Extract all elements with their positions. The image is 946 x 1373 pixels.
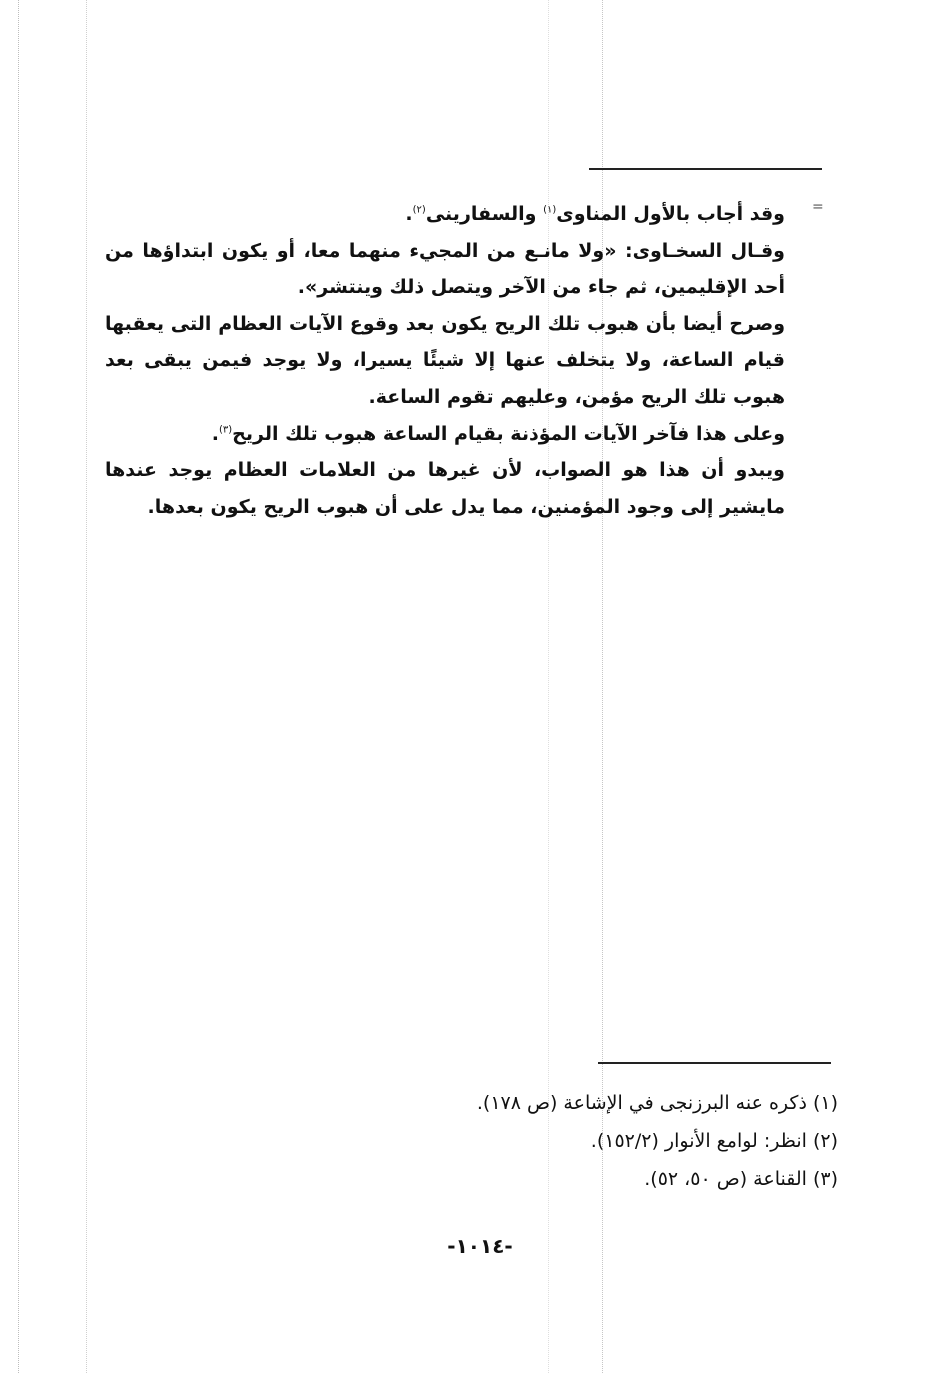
footnote-2: (٢) انظر: لوامع الأنوار (١٥٢/٢). <box>590 1130 838 1152</box>
paragraph-4 <box>105 416 785 453</box>
footnote-3: (٣) القناعة (ص ٥٠، ٥٢). <box>644 1168 838 1190</box>
scan-artifact-line <box>86 0 87 1373</box>
paragraph-5: ويبدو أن هذا هو الصواب، لأن غيرها من العلامات العظام يوجد عندها مايشير إلى وجود المؤمنين، مما يدل على أن هبوب الريح يكون بعدها. <box>105 459 785 518</box>
continuation-mark: = <box>812 199 824 215</box>
header-rule <box>589 168 822 170</box>
scan-artifact-line <box>18 0 19 1373</box>
paragraph-1-text-continued: والسفارينى <box>425 203 544 225</box>
footnote-separator <box>598 1062 831 1064</box>
main-text <box>105 196 785 525</box>
footnote-1: (١) ذكره عنه البرزنجى في الإشاعة (ص ١٧٨). <box>476 1092 838 1114</box>
paragraph-1-text: وقد أجاب بالأول المناوى <box>556 203 785 225</box>
footnote-ref-3: (٣) <box>218 424 233 436</box>
footnotes <box>300 1084 838 1198</box>
footnote-ref-1: (١) <box>543 204 557 216</box>
paragraph-2: وقـال السخـاوى: «ولا مانـع من المجيء منهما معا، أو يكون ابتداؤها من أحد الإقليمين، ثم جاء من الآخر ويتصل ذلك وينتشر». <box>105 239 785 299</box>
footnote-ref-2: (٢) <box>412 204 426 216</box>
paragraph-1 <box>105 196 785 233</box>
paragraph-3: وصرح أيضا بأن هبوب تلك الريح يكون بعد وقوع الآيات العظام التى يعقبها قيام الساعة، ولا يتخلف عنها إلا شيئًا يسيرا، ولا يوجد فيمن يبقى بعد هبوب تلك الريح مؤمن، وعليهم تقوم الساعة. <box>105 312 785 408</box>
paragraph-4-text: وعلى هذا فآخر الآيات المؤذنة بقيام الساعة هبوب تلك الريح <box>232 422 785 445</box>
paragraph-4-end: . <box>211 422 219 445</box>
page-number: -١٠١٤- <box>447 1234 513 1258</box>
paragraph-1-end: . <box>405 203 413 225</box>
